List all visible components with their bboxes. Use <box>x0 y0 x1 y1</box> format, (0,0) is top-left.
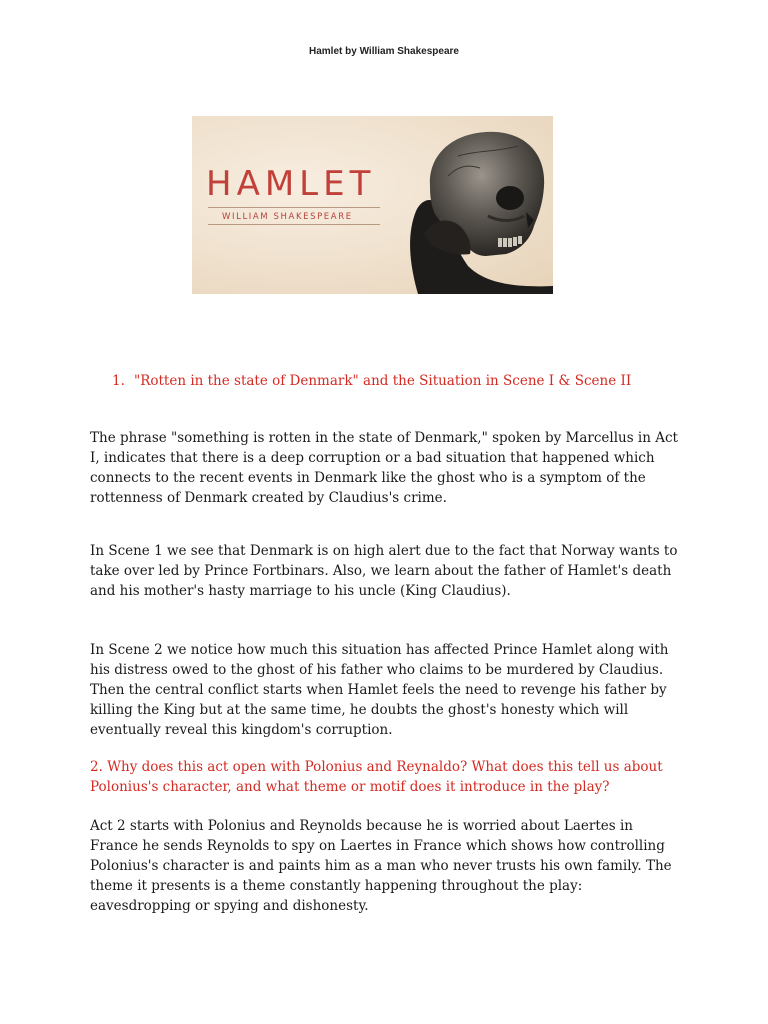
page-title: Hamlet by William Shakespeare <box>309 46 459 57</box>
section-1-heading <box>90 371 680 391</box>
section-2-paragraph-1: Act 2 starts with Polonius and Reynolds because he is worried about Laertes in France he sends Reynolds to spy on Laertes in France which shows how controlling Polonius's character is and paints him as a man who never trusts his own family. The theme it presents is a theme constantly happening throughout the play: eavesdropping or spying and dishonesty. <box>90 818 672 914</box>
cover-title: HAMLET <box>206 164 376 204</box>
section-1-paragraph-1: The phrase "something is rotten in the state of Denmark," spoken by Marcellus in Act I, indicates that there is a deep corruption or a bad situation that happened which connects to the recent events in Denmark like the ghost who is a symptom of the rottenness of Denmark created by Claudius's crime. <box>90 430 678 506</box>
skull-illustration <box>388 116 553 294</box>
section-1-paragraph-3: In Scene 2 we notice how much this situation has affected Prince Hamlet along with his distress owed to the ghost of his father who claims to be murdered by Claudius. Then the central conflict starts when Hamlet feels the need to revenge his father by killing the King but at the same time, he doubts the ghost's honesty which will eventually reveal this kingdom's corruption. <box>90 642 669 738</box>
cover-rule-top <box>208 207 380 208</box>
section-2-heading: 2. Why does this act open with Polonius and Reynaldo? What does this tell us about Polonius's character, and what theme or motif does it introduce in the play? <box>90 759 663 795</box>
book-cover-image <box>192 116 553 294</box>
section-1-paragraph-2: In Scene 1 we see that Denmark is on high alert due to the fact that Norway wants to take over led by Prince Fortbinars. Also, we learn about the father of Hamlet's death and his mother's hasty marriage to his uncle (King Claudius). <box>90 543 678 599</box>
cover-rule-bottom <box>208 224 380 225</box>
section-1-number: 1. <box>112 373 125 389</box>
section-1-heading-text: "Rotten in the state of Denmark" and the Situation in Scene I & Scene II <box>134 373 632 389</box>
cover-author: WILLIAM SHAKESPEARE <box>222 212 353 222</box>
